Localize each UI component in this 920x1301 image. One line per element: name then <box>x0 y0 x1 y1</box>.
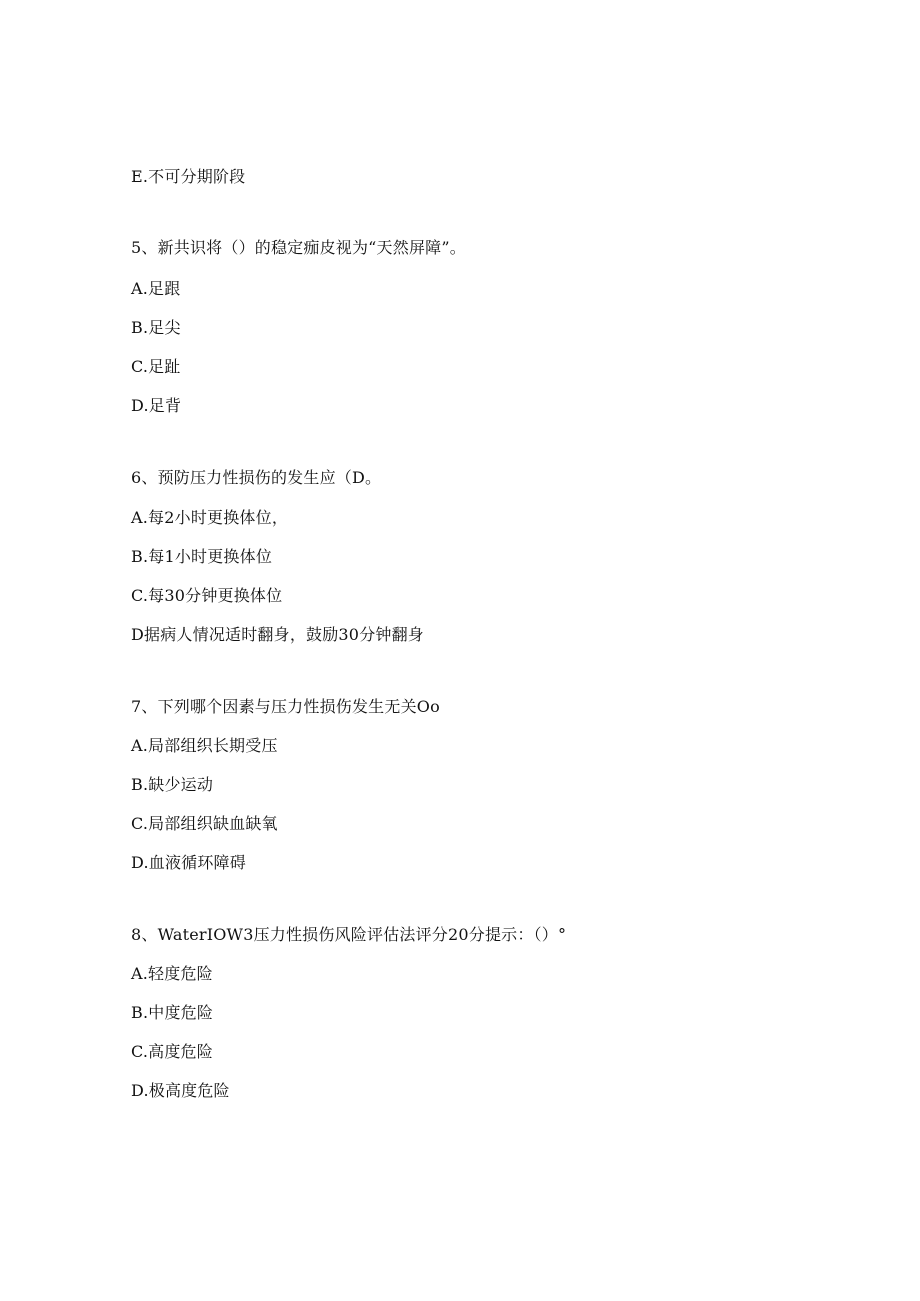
q8-option-b: B.中度危险 <box>131 1003 214 1022</box>
q6-option-a: A.每2小时更换体位， <box>131 508 289 527</box>
q8-option-d: D.极高度危险 <box>131 1081 230 1100</box>
q5-option-a: A.足跟 <box>131 279 181 298</box>
q6-stem: 6、预防压力性损伤的发生应（D。 <box>131 468 382 487</box>
q8-stem: 8、WaterIOW3压力性损伤风险评估法评分20分提示：（）° <box>131 925 567 944</box>
q8-option-a: A.轻度危险 <box>131 964 213 983</box>
q7-option-d: D.血液循环障碍 <box>131 853 246 872</box>
q5-option-d: D.足背 <box>131 396 182 415</box>
q5-option-b: B.足尖 <box>131 318 181 337</box>
q7-stem: 7、下列哪个因素与压力性损伤发生无关Oo <box>131 697 440 716</box>
q6-option-c: C.每30分钟更换体位 <box>131 586 283 605</box>
q5-option-c: C.足趾 <box>131 357 181 376</box>
q8-option-c: C.高度危险 <box>131 1042 213 1061</box>
q7-option-a: A.局部组织长期受压 <box>131 736 278 755</box>
q4-option-e: E.不可分期阶段 <box>131 167 246 186</box>
q7-option-b: B.缺少运动 <box>131 775 214 794</box>
q7-option-c: C.局部组织缺血缺氧 <box>131 814 278 833</box>
q5-stem: 5、新共识将（）的稳定痂皮视为“天然屏障”。 <box>131 238 466 257</box>
q6-option-b: B.每1小时更换体位 <box>131 547 273 566</box>
q6-option-d: D据病人情况适时翻身，鼓励30分钟翻身 <box>131 625 424 644</box>
